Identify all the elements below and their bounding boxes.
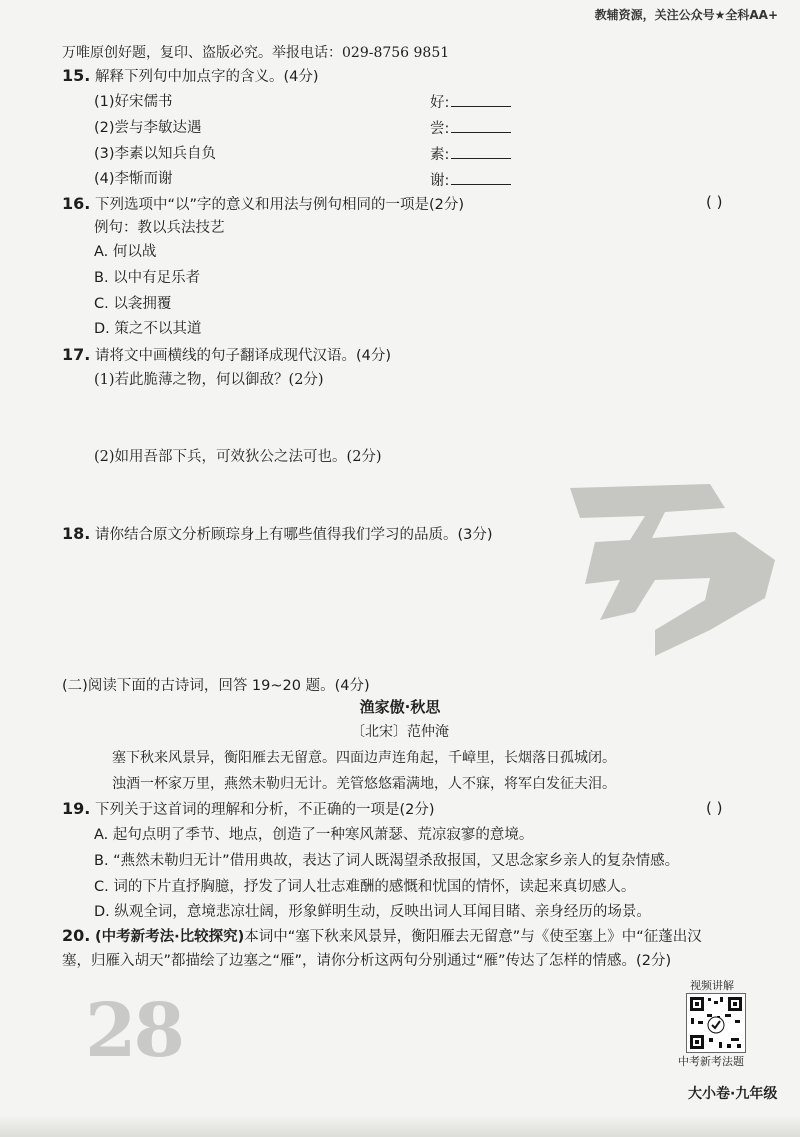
q19-option-b: B. “燕然未勒归无计”借用典故，表达了词人既渴望杀敌报国，又思念家乡亲人的复杂情感。 bbox=[94, 853, 680, 869]
question-20-number: 20. bbox=[62, 926, 91, 945]
question-20 bbox=[62, 925, 702, 948]
question-16-number: 16. bbox=[62, 194, 91, 213]
q15-item-1: (1)好宋儒书 bbox=[94, 94, 173, 110]
answer-blank[interactable] bbox=[451, 170, 511, 185]
question-20-line-2: 塞，归雁入胡天”都描绘了边塞之“雁”，请你分析这两句分别通过“雁”传达了怎样的情感。(2分) bbox=[62, 953, 672, 969]
q16-example: 例句：教以兵法技艺 bbox=[94, 220, 225, 236]
question-15 bbox=[62, 65, 319, 88]
q19-option-c: C. 词的下片直抒胸臆，抒发了词人壮志难酬的感慨和忧国的情怀，读起来真切感人。 bbox=[94, 879, 636, 895]
q15-answer-1[interactable] bbox=[430, 92, 511, 114]
copyright-notice: 万唯原创好题，复印、盗版必究。举报电话：029-8756 9851 bbox=[62, 45, 450, 61]
qr-code-icon[interactable] bbox=[686, 993, 746, 1053]
q15-item-2: (2)尝与李敏达遇 bbox=[94, 120, 202, 136]
question-16-text: 下列选项中“以”字的意义和用法与例句相同的一项是(2分) bbox=[94, 197, 465, 213]
q15-item-3: (3)李素以知兵自负 bbox=[94, 146, 217, 162]
q19-option-a: A. 起句点明了季节、地点，创造了一种寒风萧瑟、荒凉寂寥的意境。 bbox=[94, 827, 534, 843]
question-17-number: 17. bbox=[62, 345, 91, 364]
question-19-text: 下列关于这首词的理解和分析，不正确的一项是(2分) bbox=[94, 802, 435, 818]
question-17-text: 请将文中画横线的句子翻译成现代汉语。(4分) bbox=[94, 348, 391, 364]
answer-blank[interactable] bbox=[451, 144, 511, 159]
q15-key-4: 谢: bbox=[430, 173, 450, 189]
q15-key-1: 好: bbox=[430, 95, 450, 111]
q15-key-2: 尝: bbox=[430, 121, 450, 137]
q16-option-a: A. 何以战 bbox=[94, 244, 157, 260]
poem-line-2: 浊酒一杯家万里，燕然未勒归无计。羌管悠悠霜满地，人不寐，将军白发征夫泪。 bbox=[112, 776, 616, 792]
watermark-graphic bbox=[560, 480, 790, 670]
question-20-tag: (中考新考法·比较探究) bbox=[94, 929, 245, 945]
question-18-text: 请你结合原文分析顾琮身上有哪些值得我们学习的品质。(3分) bbox=[94, 527, 493, 543]
answer-blank[interactable] bbox=[451, 92, 511, 107]
question-20-line-1: 本词中“塞下秋来风景异，衡阳雁去无留意”与《使至塞上》中“征蓬出汉 bbox=[244, 929, 702, 945]
book-label: 大小卷·九年级 bbox=[688, 1086, 778, 1102]
answer-blank[interactable] bbox=[451, 118, 511, 133]
question-18 bbox=[62, 523, 493, 546]
question-17 bbox=[62, 344, 391, 367]
q16-option-d: D. 策之不以其道 bbox=[94, 321, 202, 337]
q15-answer-4[interactable] bbox=[430, 170, 511, 192]
q15-answer-3[interactable] bbox=[430, 144, 511, 166]
question-16 bbox=[62, 193, 464, 216]
page-bottom-shadow bbox=[0, 1115, 800, 1137]
q19-option-d: D. 纵观全词，意境悲凉壮阔，形象鲜明生动，反映出词人耳闻目睹、亲身经历的场景。 bbox=[94, 904, 651, 920]
qr-caption-top: 视频讲解 bbox=[690, 979, 734, 992]
poem-title: 渔家傲·秋思 bbox=[359, 698, 441, 716]
q17-sub-1: (1)若此脆薄之物，何以御敌？(2分) bbox=[94, 372, 324, 388]
q15-answer-2[interactable] bbox=[430, 118, 511, 140]
q16-answer-paren[interactable]: ( ) bbox=[706, 193, 723, 211]
poem-author: 〔北宋〕范仲淹 bbox=[351, 724, 449, 740]
q16-option-b: B. 以中有足乐者 bbox=[94, 270, 201, 286]
question-18-number: 18. bbox=[62, 524, 91, 543]
section-2-heading: (二)阅读下面的古诗词，回答 19~20 题。(4分) bbox=[62, 678, 370, 694]
poem-line-1: 塞下秋来风景异，衡阳雁去无留意。四面边声连角起，千嶂里，长烟落日孤城闭。 bbox=[112, 750, 616, 766]
page-number: 28 bbox=[85, 988, 182, 1074]
q15-item-4: (4)李惭而谢 bbox=[94, 171, 173, 187]
q15-key-3: 素: bbox=[430, 147, 450, 163]
q16-option-c: C. 以衾拥覆 bbox=[94, 296, 172, 312]
q19-answer-paren[interactable]: ( ) bbox=[706, 799, 723, 817]
q17-sub-2: (2)如用吾部下兵，可效狄公之法可也。(2分) bbox=[94, 449, 382, 465]
question-19 bbox=[62, 798, 435, 821]
top-right-banner: 教辅资源，关注公众号★全科AA+ bbox=[594, 8, 778, 22]
question-15-number: 15. bbox=[62, 66, 91, 85]
question-19-number: 19. bbox=[62, 799, 91, 818]
question-15-text: 解释下列句中加点字的含义。(4分) bbox=[94, 69, 319, 85]
qr-caption-bottom: 中考新考法题 bbox=[678, 1055, 744, 1068]
